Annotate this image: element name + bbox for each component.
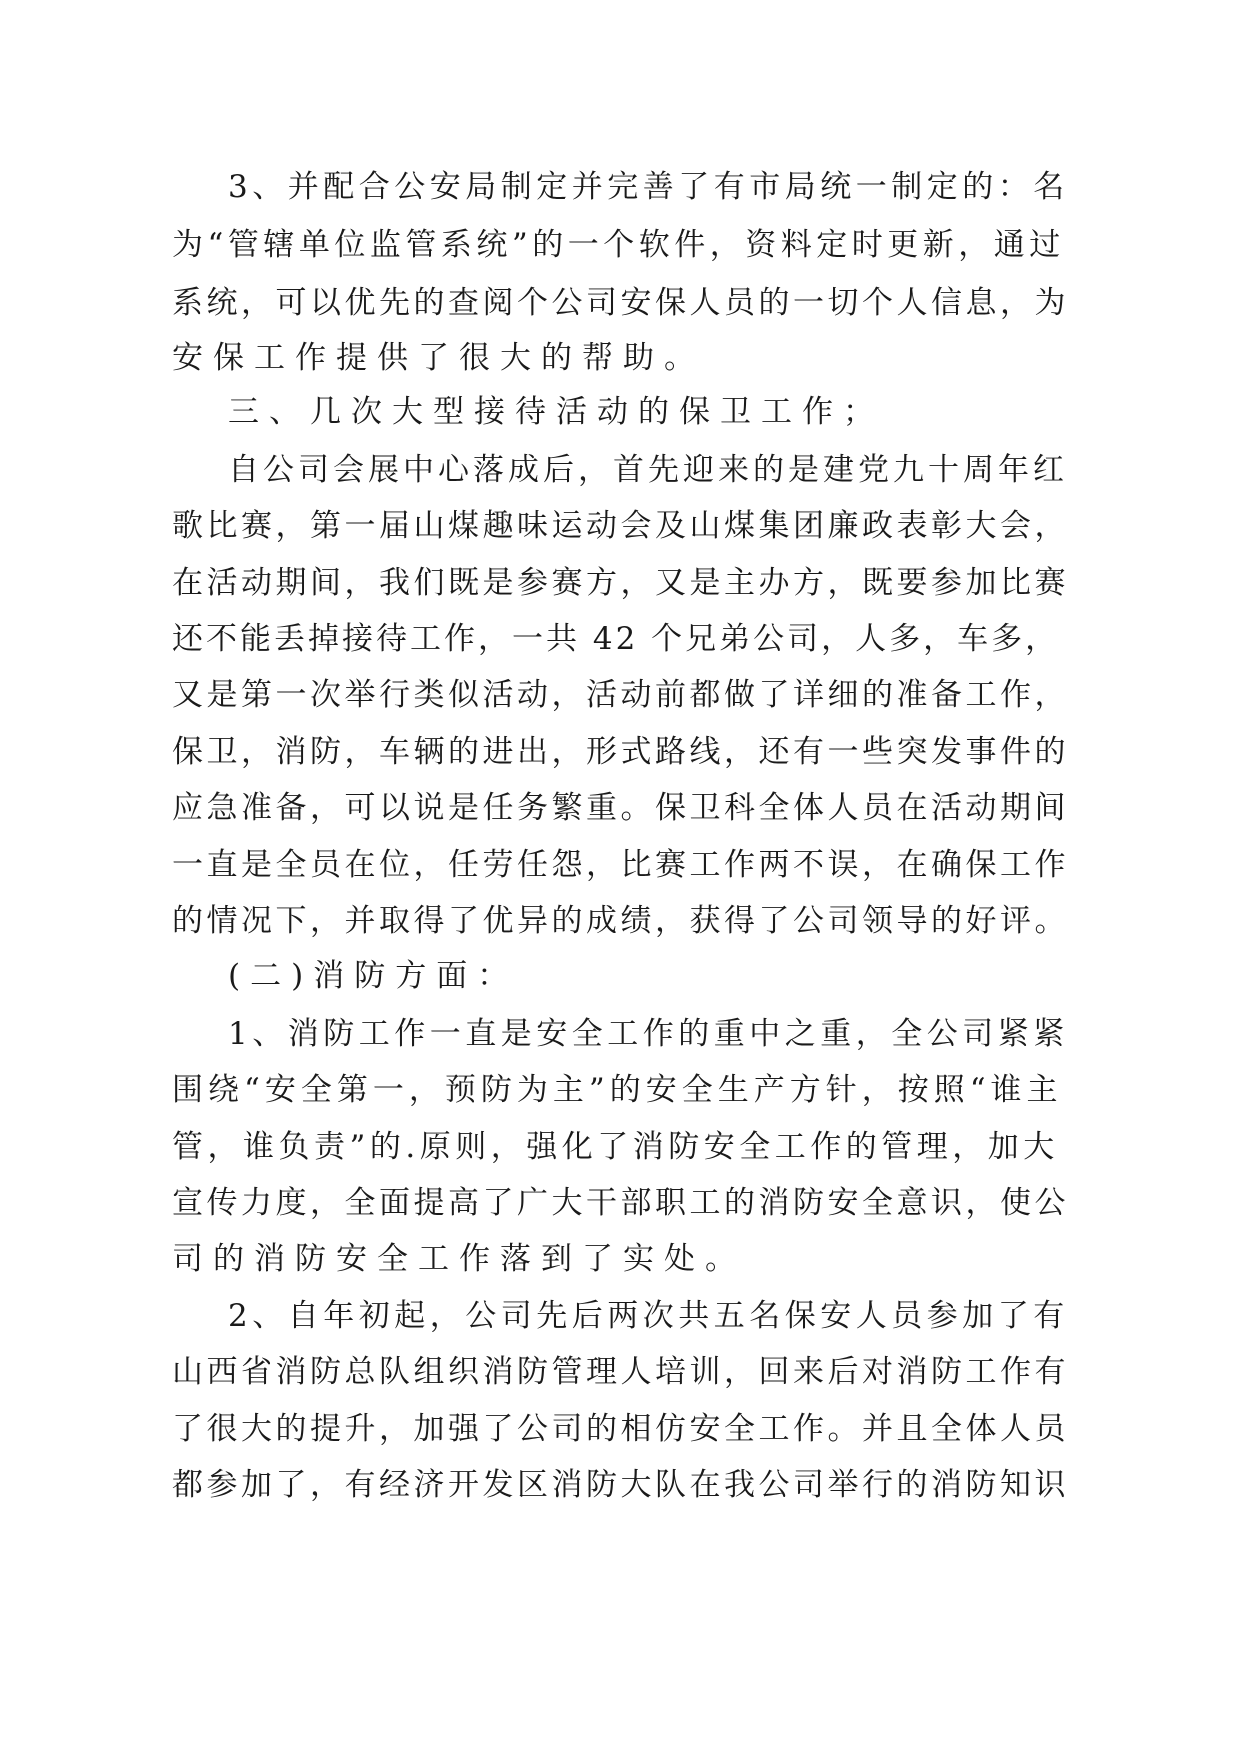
paragraph-reception-line-4: 还不能丢掉接待工作，一共 42 个兄弟公司，人多，车多， bbox=[172, 621, 1060, 657]
paragraph-reception-line-5: 又是第一次举行类似活动，活动前都做了详细的准备工作， bbox=[172, 677, 1069, 713]
paragraph-3-line-4: 安保工作提供了很大的帮助。 bbox=[172, 340, 705, 376]
paragraph-fire-1-line-1: 1、消防工作一直是安全工作的重中之重，全公司紧紧 bbox=[228, 1016, 1069, 1052]
paragraph-fire-2-line-4: 都参加了，有经济开发区消防大队在我公司举行的消防知识 bbox=[172, 1467, 1069, 1503]
paragraph-fire-1-line-2: 围绕“安全第一，预防为主”的安全生产方针，按照“谁主 bbox=[172, 1072, 1063, 1108]
section-heading-fire: (二)消防方面： bbox=[228, 958, 519, 994]
paragraph-reception-line-2: 歌比赛，第一届山煤趣味运动会及山煤集团廉政表彰大会， bbox=[172, 508, 1069, 544]
paragraph-reception-line-8: 一直是全员在位，任劳任怨，比赛工作两不误，在确保工作 bbox=[172, 847, 1069, 883]
paragraph-3-line-2: 为“管辖单位监管系统”的一个软件，资料定时更新，通过 bbox=[172, 227, 1065, 263]
paragraph-reception-line-6: 保卫，消防，车辆的进出，形式路线，还有一些突发事件的 bbox=[172, 734, 1069, 770]
section-heading-reception: 三、几次大型接待活动的保卫工作； bbox=[228, 394, 884, 430]
paragraph-fire-1-line-4: 宣传力度，全面提高了广大干部职工的消防安全意识，使公 bbox=[172, 1185, 1069, 1221]
paragraph-reception-line-3: 在活动期间，我们既是参赛方，又是主办方，既要参加比赛 bbox=[172, 565, 1069, 601]
paragraph-fire-2-line-2: 山西省消防总队组织消防管理人培训，回来后对消防工作有 bbox=[172, 1354, 1069, 1390]
paragraph-fire-2-line-3: 了很大的提升，加强了公司的相仿安全工作。并且全体人员 bbox=[172, 1411, 1069, 1447]
paragraph-reception-line-7: 应急准备，可以说是任务繁重。保卫科全体人员在活动期间 bbox=[172, 790, 1069, 826]
paragraph-reception-line-1: 自公司会展中心落成后，首先迎来的是建党九十周年红 bbox=[228, 452, 1068, 488]
paragraph-fire-1-line-5: 司的消防安全工作落到了实处。 bbox=[172, 1241, 746, 1277]
paragraph-reception-line-9: 的情况下，并取得了优异的成绩，获得了公司领导的好评。 bbox=[172, 903, 1069, 939]
paragraph-3-line-3: 系统，可以优先的查阅个公司安保人员的一切个人信息，为 bbox=[172, 285, 1069, 321]
paragraph-3-line-1: 3、并配合公安局制定并完善了有市局统一制定的：名 bbox=[228, 169, 1069, 205]
paragraph-fire-2-line-1: 2、自年初起，公司先后两次共五名保安人员参加了有 bbox=[228, 1298, 1069, 1334]
paragraph-fire-1-line-3: 管，谁负责”的.原则，强化了消防安全工作的管理，加大 bbox=[172, 1129, 1059, 1165]
